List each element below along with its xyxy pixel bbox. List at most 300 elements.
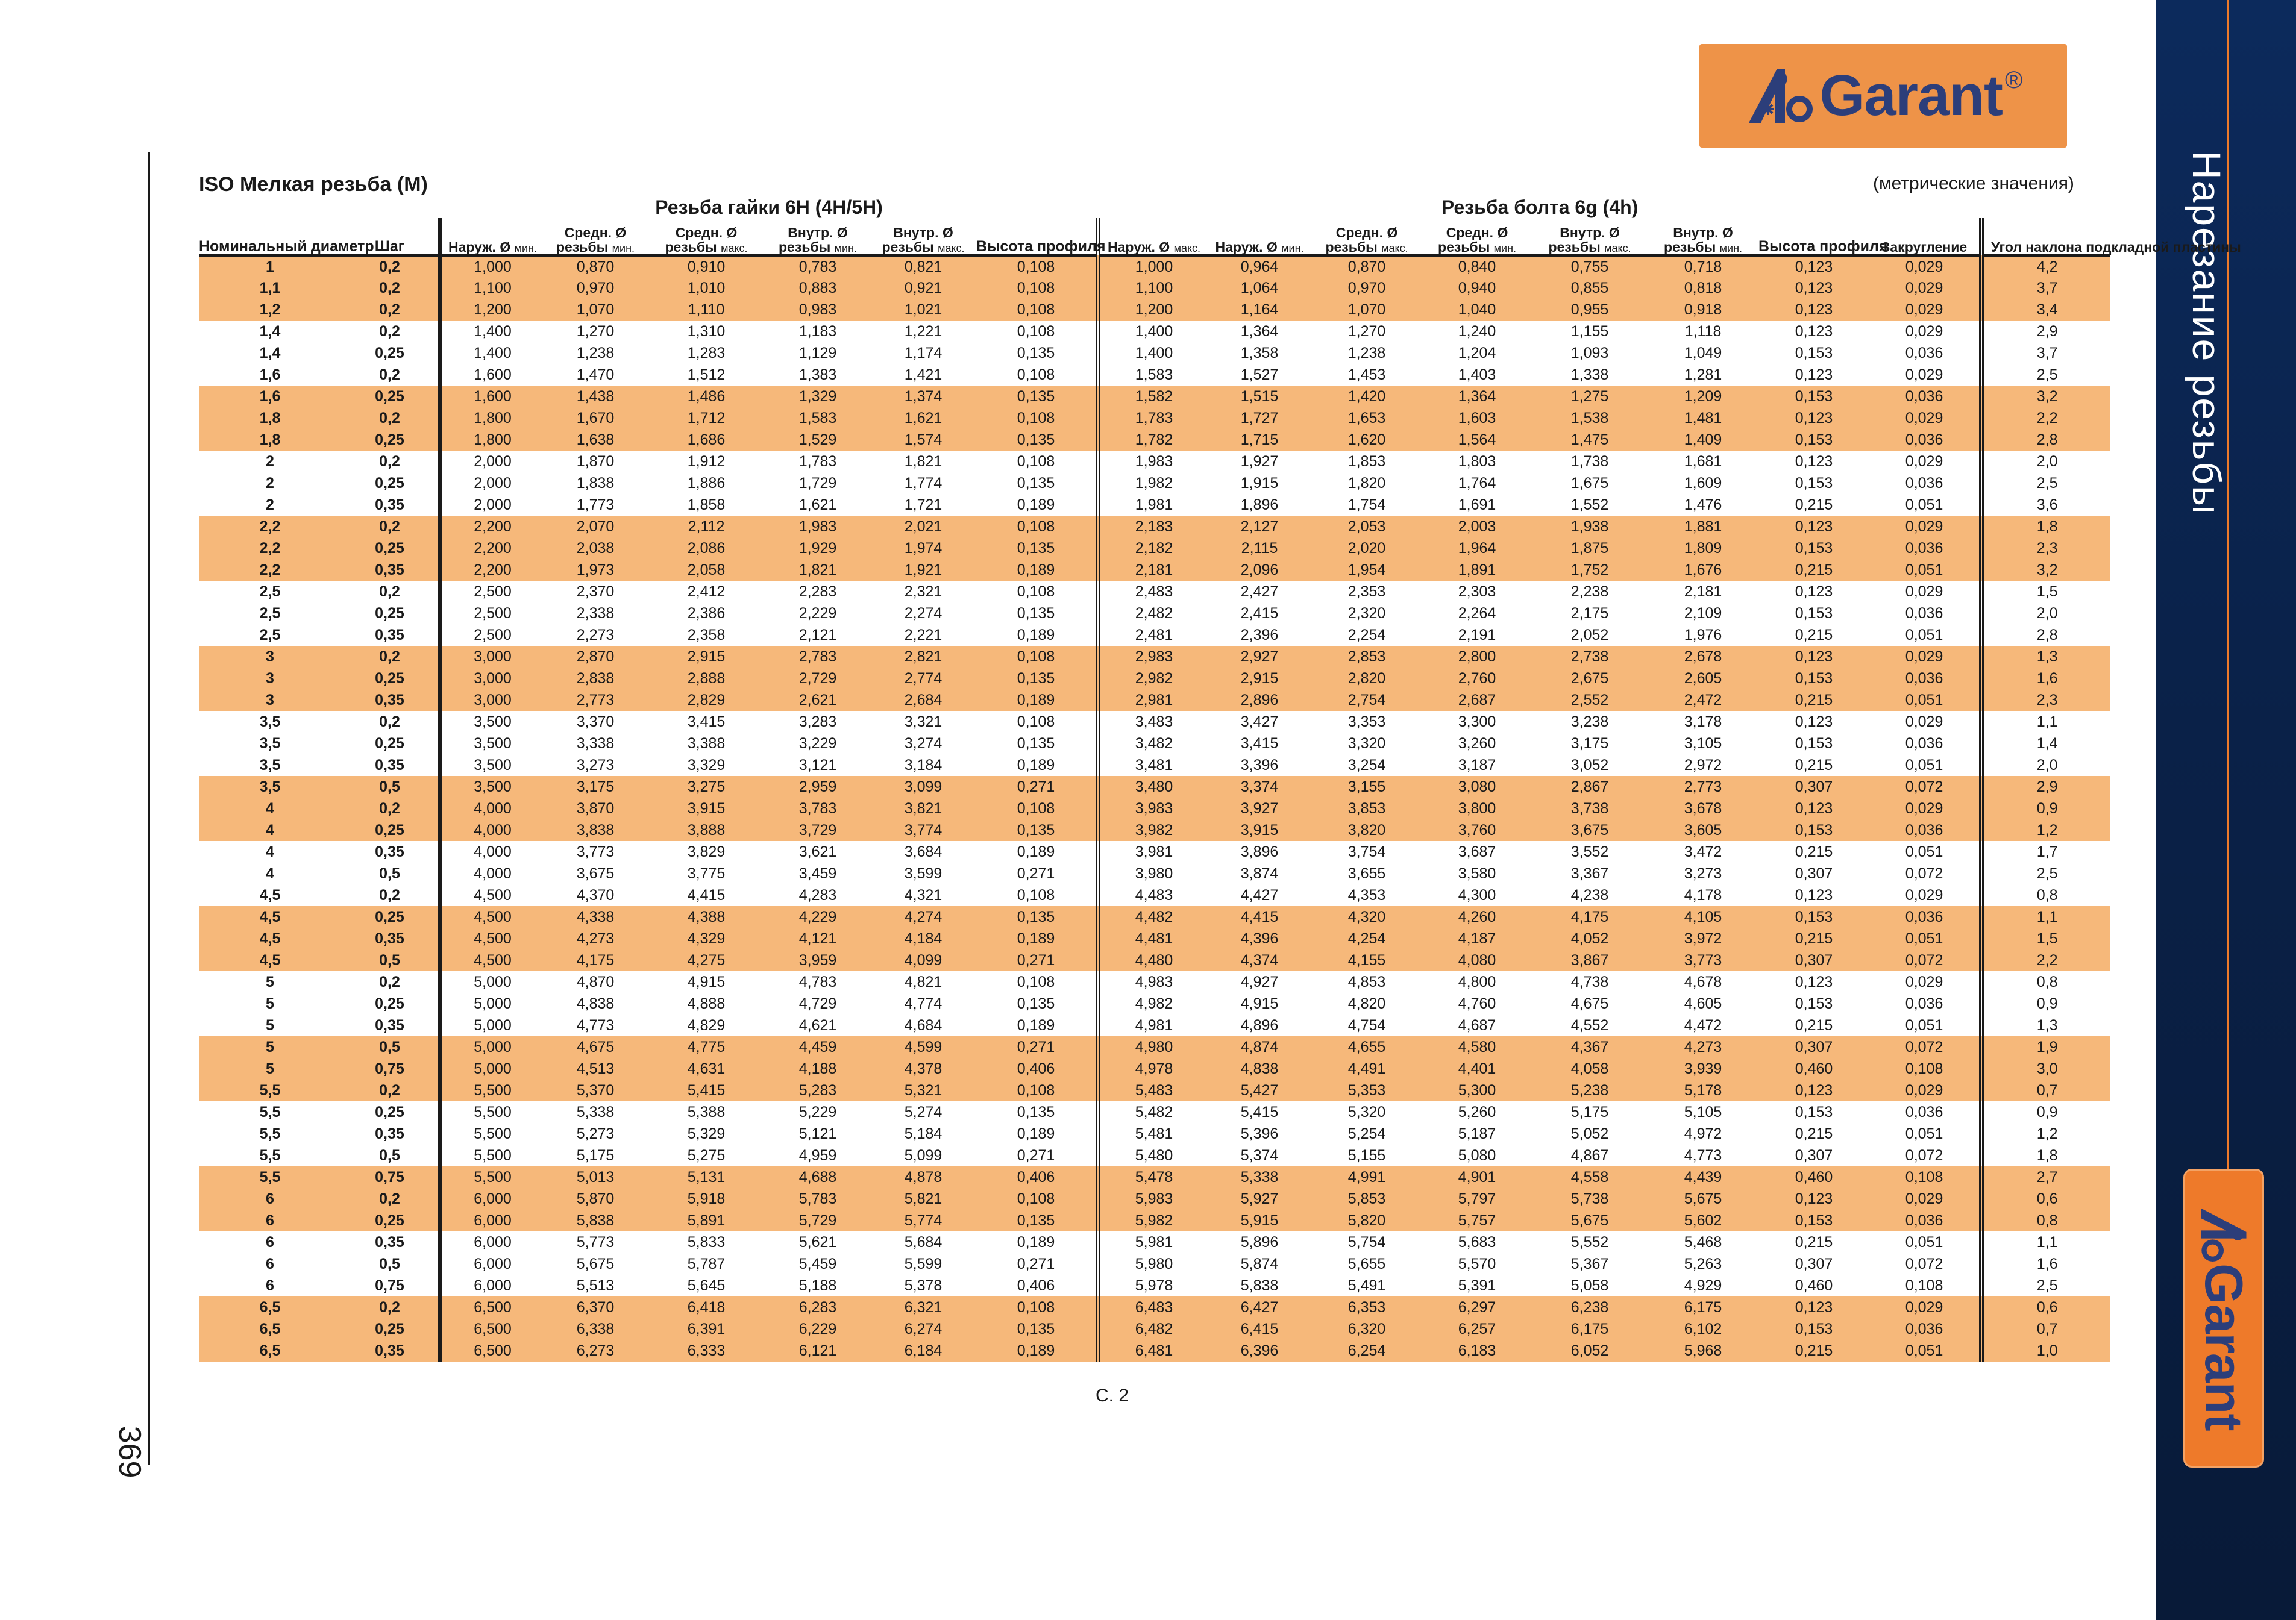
table-cell: 3,605 [1648,819,1758,841]
table-row [199,1123,2110,1145]
table-cell: 0,108 [1017,973,1055,990]
table-cell: 2,303 [1458,583,1496,600]
table-cell: 1,7 [1981,841,2110,863]
table-cell: 2,183 [1098,516,1208,537]
table-cell: 0,964 [1208,255,1311,277]
table-cell: 5,833 [687,1233,726,1251]
table-cell: 2,9 [1981,776,2110,798]
table-cell: 1,809 [1648,537,1758,559]
table-cell: 1,515 [1208,386,1311,407]
table-cell: 4,878 [870,1166,976,1188]
table-cell: 1,653 [1311,407,1422,429]
table-row [199,1340,2110,1362]
page-footer: С. 2 [1096,1386,1129,1406]
table-cell: 0,189 [1017,1016,1055,1034]
table-cell: 6,353 [1311,1296,1422,1318]
table-cell: 1,681 [1684,452,1722,470]
table-cell: 3,0 [1981,1058,2110,1080]
table-cell: 3,415 [687,713,726,730]
table-cell: 1,100 [440,277,544,299]
table-cell: 0,051 [1869,928,1981,949]
table-cell: 1,8 [1981,516,2110,537]
table-cell: 2,229 [798,604,837,622]
table-row [199,624,2110,646]
table-cell: 2,109 [1684,604,1722,622]
table-cell: 4 [266,865,274,882]
table-cell: 3,838 [544,819,647,841]
table-cell: 1,364 [1240,322,1279,340]
table-cell: 1,5 [1981,581,2110,602]
table-cell: 6,000 [440,1231,544,1253]
table-cell: 1,200 [440,299,544,321]
table-cell: 1,564 [1422,429,1532,451]
table-cell: 4,929 [1684,1277,1722,1294]
table-row [199,1036,2110,1058]
table-cell: 5,283 [765,1080,870,1101]
table-cell: 3,187 [1458,756,1496,774]
table-cell: 1,600 [440,386,544,407]
table-cell: 5,787 [687,1255,726,1272]
table-cell: 4,388 [647,906,765,928]
table-cell: 5 [199,1036,341,1058]
table-cell: 3,959 [765,949,870,971]
table-cell: 3,178 [1684,713,1722,730]
table-cell: 1,240 [1458,322,1496,340]
table-cell: 0,153 [1795,474,1833,492]
table-cell: 3,099 [870,776,976,798]
table-cell: 2,678 [1648,646,1758,668]
table-cell: 2,870 [544,646,647,668]
table-cell: 5,675 [1532,1210,1648,1231]
table-cell: 2,238 [1570,583,1609,600]
table-cell: 6,273 [544,1340,647,1362]
table-cell: 1,358 [1240,344,1279,361]
table-cell: 0,153 [1795,995,1833,1012]
table-cell: 4,978 [1098,1058,1208,1080]
table-cell: 1,982 [1098,472,1208,494]
table-cell: 1,538 [1532,407,1648,429]
table-cell: 5,273 [576,1125,615,1142]
table-cell: 0,123 [1758,516,1869,537]
table-cell: 2,838 [544,668,647,689]
table-cell: 4,396 [1208,928,1311,949]
table-cell: 1,010 [647,277,765,299]
table-cell: 3,238 [1570,713,1609,730]
table-cell: 0,153 [1795,734,1833,752]
table-cell: 0,783 [765,255,870,277]
table-row [199,602,2110,624]
table-cell: 0,406 [976,1166,1098,1188]
table-cell: 4,853 [1347,973,1386,990]
table-cell: 5,683 [1458,1233,1496,1251]
table-cell: 5,783 [765,1188,870,1210]
table-cell: 5,684 [904,1233,943,1251]
table-cell: 1,374 [870,386,976,407]
table-cell: 4 [266,843,274,860]
table-cell: 2,0 [1981,451,2110,472]
table-cell: 0,2 [379,452,400,470]
table-cell: 2,2 [199,559,341,581]
table-cell: 1,754 [1347,496,1386,513]
table-cell: 2,370 [576,583,615,600]
table-cell: 6,418 [647,1296,765,1318]
table-cell: 3,675 [1532,819,1648,841]
table-cell: 5,500 [440,1123,544,1145]
table-cell: 5,000 [440,1058,544,1080]
table-cell: 4,738 [1570,973,1609,990]
table-cell: 4,378 [870,1058,976,1080]
table-cell: 5,459 [798,1255,837,1272]
table-cell: 4,321 [904,886,943,904]
table-cell: 0,215 [1795,1016,1833,1034]
table-cell: 0,35 [375,496,404,513]
table-row [199,689,2110,711]
table-cell: 2,396 [1240,626,1279,643]
table-row [199,1166,2110,1188]
table-cell: 5,797 [1422,1188,1532,1210]
table-cell: 0,2 [341,646,440,668]
table-cell: 2,2 [1981,407,2110,429]
table-cell: 5,274 [904,1103,943,1121]
table-cell: 1,118 [1684,322,1722,340]
table-cell: 0,215 [1795,1233,1833,1251]
table-cell: 6,500 [440,1296,544,1318]
table-row [199,928,2110,949]
table-cell: 0,9 [1981,993,2110,1015]
table-cell: 0,036 [1869,386,1981,407]
table-cell: 0,123 [1758,255,1869,277]
col-bolt-mid-max: Средн. Ø резьбы макс. [1311,218,1422,255]
table-cell: 1,552 [1570,496,1609,513]
table-cell: 4,052 [1532,928,1648,949]
table-cell: 0,135 [1017,1103,1055,1121]
table-cell: 4,283 [798,886,837,904]
table-cell: 0,123 [1795,366,1833,383]
table-cell: 2,182 [1098,537,1208,559]
table-cell: 2,112 [647,516,765,537]
table-cell: 0,072 [1905,865,1943,882]
table-cell: 0,215 [1795,1125,1833,1142]
table-cell: 3,684 [904,843,943,860]
table-cell: 0,135 [976,537,1098,559]
table-cell: 2,358 [687,626,726,643]
table-cell: 0,9 [1981,1101,2110,1123]
table-cell: 2,605 [1648,668,1758,689]
table-cell: 4,415 [687,886,726,904]
table-cell: 0,153 [1758,1318,1869,1340]
table-cell: 5,188 [798,1277,837,1294]
table-cell: 4,353 [1347,886,1386,904]
table-cell: 0,5 [379,1146,400,1164]
col-nut-mid-max: Средн. Ø резьбы макс. [647,218,765,255]
table-cell: 3,820 [1311,819,1422,841]
table-cell: 5,978 [1098,1275,1208,1296]
table-cell: 0,029 [1905,886,1943,904]
table-cell: 6,415 [1208,1318,1311,1340]
table-cell: 1,364 [1422,386,1532,407]
table-cell: 0,840 [1422,255,1532,277]
table-cell: 0,25 [341,668,440,689]
table-cell: 0,108 [1017,366,1055,383]
table-cell: 0,2 [379,886,400,904]
table-cell: 4,775 [647,1036,765,1058]
table-cell: 0,108 [1017,886,1055,904]
table-cell: 3,260 [1458,734,1496,752]
table-cell: 1,3 [1981,1015,2110,1036]
table-row [199,342,2110,364]
table-cell: 1,221 [904,322,943,340]
table-cell: 2,888 [647,668,765,689]
table-cell: 0,153 [1758,1210,1869,1231]
table-cell: 1,275 [1532,386,1648,407]
table-cell: 3,552 [1570,843,1609,860]
table-cell: 3,915 [647,798,765,819]
table-cell: 1,973 [544,559,647,581]
table-cell: 3,729 [765,819,870,841]
table-cell: 1,281 [1684,366,1722,383]
table-row [199,1210,2110,1231]
table-cell: 3 [199,668,341,689]
table-cell: 4,982 [1098,993,1208,1015]
table-cell: 0,153 [1758,386,1869,407]
table-cell: 6,482 [1098,1318,1208,1340]
col-bolt-in-max: Внутр. Ø резьбы макс. [1532,218,1648,255]
table-cell: 3,580 [1458,865,1496,882]
table-cell: 1,721 [904,496,943,513]
table-cell: 0,036 [1905,734,1943,752]
table-cell: 1,100 [1098,277,1208,299]
table-cell: 0,051 [1905,1016,1943,1034]
table-cell: 5,927 [1208,1188,1311,1210]
table-cell: 0,215 [1758,928,1869,949]
table-cell: 0,072 [1869,776,1981,798]
table-title: ISO Мелкая резьба (M) [199,173,428,196]
table-cell: 5,896 [1240,1233,1279,1251]
table-cell: 1,715 [1208,429,1311,451]
table-cell: 0,051 [1905,626,1943,643]
table-cell: 2,181 [1098,559,1208,581]
table-cell: 0,215 [1795,843,1833,860]
table-cell: 2,915 [1208,668,1311,689]
table-cell: 3,5 [259,734,281,752]
table-cell: 4,178 [1684,886,1722,904]
table-cell: 0,215 [1795,756,1833,774]
table-cell: 4,874 [1208,1036,1311,1058]
table-cell: 4,513 [544,1058,647,1080]
table-cell: 0,2 [379,973,400,990]
table-cell: 0,036 [1869,537,1981,559]
table-cell: 0,123 [1758,407,1869,429]
table-cell: 4,184 [870,928,976,949]
table-cell: 0,123 [1758,646,1869,668]
table-cell: 2,321 [904,583,943,600]
table-cell: 0,108 [1869,1166,1981,1188]
table-cell: 5,121 [798,1125,837,1142]
table-row [199,819,2110,841]
table-cell: 3,500 [440,776,544,798]
table-cell: 4,105 [1648,906,1758,928]
table-cell: 4,983 [1098,971,1208,993]
table-cell: 6,000 [440,1253,544,1275]
table-cell: 4,254 [1311,928,1422,949]
table-cell: 1,000 [440,255,544,277]
table-cell: 1,621 [798,496,837,513]
table-row [199,516,2110,537]
table-cell: 0,108 [976,255,1098,277]
table-cell: 2,200 [440,537,544,559]
table-cell: 2,8 [1981,429,2110,451]
sidebar-logo-tab[interactable] [2183,1169,2264,1468]
table-cell: 1,676 [1648,559,1758,581]
table-cell: 5,621 [798,1233,837,1251]
table-cell: 5,980 [1098,1253,1208,1275]
table-cell: 0,215 [1795,626,1833,643]
col-pitch: Шаг [341,218,440,255]
table-cell: 1,800 [440,429,544,451]
table-cell: 0,153 [1758,429,1869,451]
table-cell: 0,970 [544,277,647,299]
table-row [199,1231,2110,1253]
table-cell: 0,123 [1795,583,1833,600]
table-cell: 1,858 [687,496,726,513]
table-cell: 0,6 [1981,1296,2110,1318]
table-cell: 4,238 [1570,886,1609,904]
table-cell: 4,754 [1347,1016,1386,1034]
table-cell: 0,108 [976,1188,1098,1210]
table-cell: 6 [266,1233,274,1251]
table-cell: 5,483 [1098,1080,1208,1101]
table-cell: 0,051 [1905,496,1943,513]
table-cell: 5,378 [904,1277,943,1294]
table-cell: 6,000 [440,1275,544,1296]
col-angle: Угол наклона подкладной пластины [1981,218,2110,255]
table-cell: 3,367 [1570,865,1609,882]
table-cell: 5,263 [1684,1255,1722,1272]
table-cell: 6,274 [870,1318,976,1340]
table-cell: 0,25 [341,429,440,451]
table-cell: 5,5 [259,1125,281,1142]
table-cell: 1,783 [1098,407,1208,429]
table-cell: 2,760 [1422,668,1532,689]
table-row [199,472,2110,494]
table-cell: 3,800 [1422,798,1532,819]
table-cell: 3,4 [1981,299,2110,321]
table-cell: 0,135 [1017,995,1055,1012]
table-cell: 3,972 [1648,928,1758,949]
table-cell: 3,155 [1311,776,1422,798]
table-cell: 0,108 [1869,1058,1981,1080]
table-row [199,646,2110,668]
table-cell: 4,870 [576,973,615,990]
table-cell: 3,321 [904,713,943,730]
col-bolt-in-min: Внутр. Ø резьбы мин. [1648,218,1758,255]
table-cell: 2,053 [1311,516,1422,537]
table-cell: 4,080 [1422,949,1532,971]
table-cell: 1,2 [1981,819,2110,841]
table-cell: 1,1 [1981,906,2110,928]
table-cell: 6,391 [647,1318,765,1340]
table-cell: 0,271 [976,949,1098,971]
table-cell: 0,5 [379,1255,400,1272]
table-cell: 3,655 [1347,865,1386,882]
table-cell: 3,7 [1981,277,2110,299]
table-cell: 5,773 [576,1233,615,1251]
table-cell: 0,123 [1795,322,1833,340]
nut-group-header: Резьба гайки 6H (4H/5H) [655,196,883,219]
table-cell: 2,621 [765,689,870,711]
table-cell: 1,409 [1648,429,1758,451]
table-cell: 0,25 [375,1103,404,1121]
table-row [199,1015,2110,1036]
table-cell: 2 [266,474,274,492]
table-cell: 5,396 [1240,1125,1279,1142]
table-cell: 0,271 [976,1036,1098,1058]
table-cell: 1,670 [544,407,647,429]
table-cell: 5,757 [1422,1210,1532,1231]
table-row [199,321,2110,342]
table-cell: 0,189 [1017,756,1055,774]
table-cell: 0,983 [765,299,870,321]
table-cell: 0,2 [341,255,440,277]
table-cell: 0,35 [341,1340,440,1362]
table-cell: 0,215 [1758,559,1869,581]
table-cell: 4,896 [1240,1016,1279,1034]
table-cell: 5,838 [1240,1277,1279,1294]
table-cell: 1,310 [687,322,726,340]
table-row [199,299,2110,321]
table-cell: 5,645 [687,1277,726,1294]
table-cell: 2,191 [1458,626,1496,643]
table-cell: 5,5 [199,1080,341,1101]
table-cell: 0,123 [1758,277,1869,299]
table-cell: 2,552 [1532,689,1648,711]
garant-emblem-icon [1744,66,1816,126]
table-cell: 5,738 [1532,1188,1648,1210]
table-cell: 2,096 [1208,559,1311,581]
table-cell: 6,500 [440,1340,544,1362]
table-cell: 5,105 [1684,1103,1722,1121]
table-row [199,364,2110,386]
table-cell: 5,353 [1311,1080,1422,1101]
table-cell: 4,427 [1240,886,1279,904]
table-cell: 5,915 [1208,1210,1311,1231]
table-cell: 0,036 [1869,668,1981,689]
table-cell: 3,000 [440,668,544,689]
table-cell: 4,820 [1347,995,1386,1012]
table-cell: 1,583 [765,407,870,429]
table-cell: 0,123 [1795,886,1833,904]
table-cell: 1,527 [1240,366,1279,383]
table-cell: 4,481 [1098,928,1208,949]
table-cell: 4,500 [440,928,544,949]
table-cell: 0,108 [1017,713,1055,730]
table-cell: 2 [266,496,274,513]
table-cell: 1,821 [765,559,870,581]
table-cell: 2,8 [1981,624,2110,646]
table-cell: 4,915 [687,973,726,990]
table-cell: 2,773 [1648,776,1758,798]
table-cell: 1,1 [1981,711,2110,733]
table-cell: 1,000 [1098,255,1208,277]
table-cell: 1,620 [1311,429,1422,451]
table-cell: 0,153 [1758,537,1869,559]
table-cell: 1,729 [798,474,837,492]
table-cell: 2,003 [1422,516,1532,537]
table-cell: 4,552 [1570,1016,1609,1034]
table-cell: 3,274 [904,734,943,752]
table-cell: 3,483 [1098,711,1208,733]
table-cell: 1,600 [440,364,544,386]
